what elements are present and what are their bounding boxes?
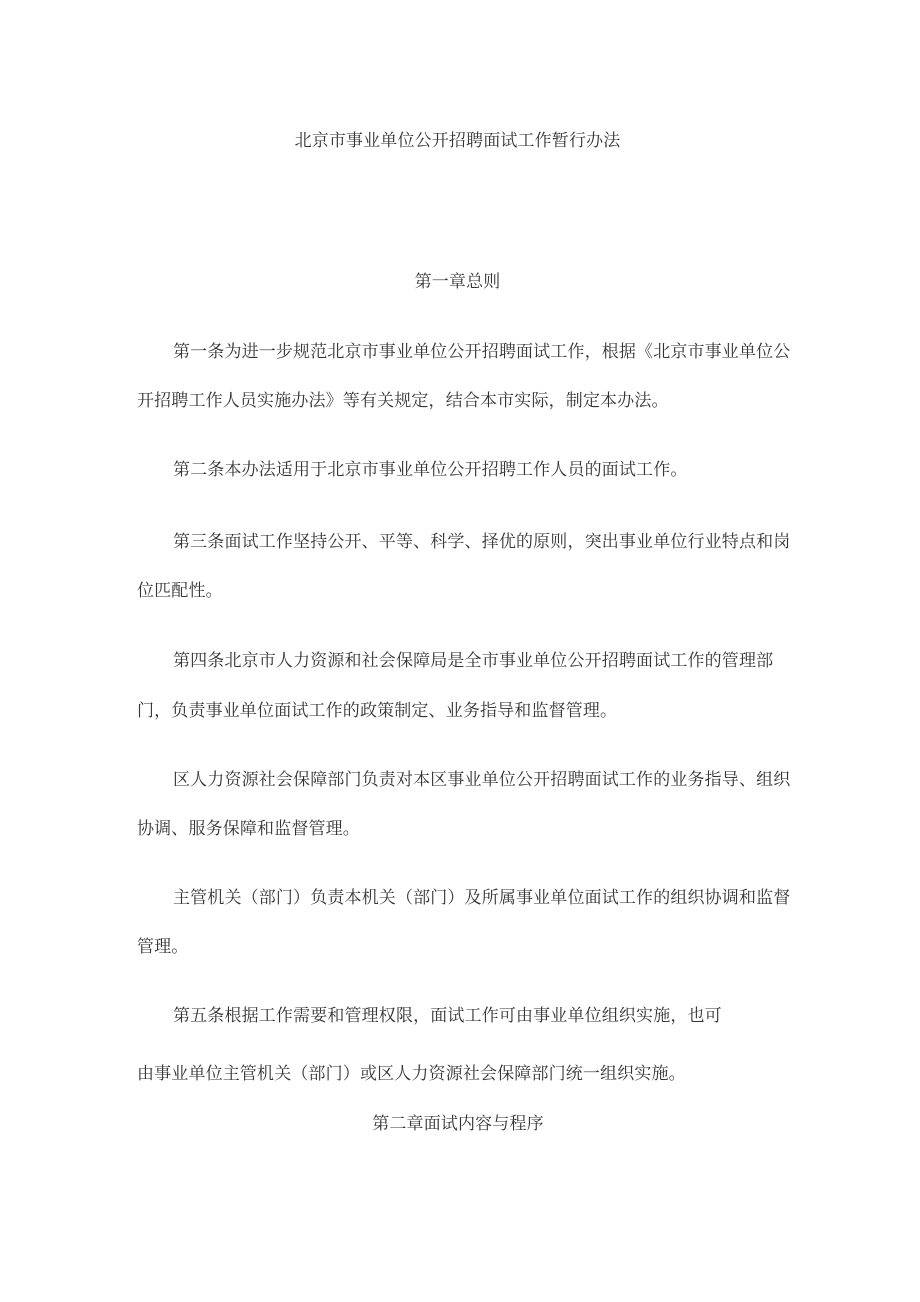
paragraph-line: 开招聘工作人员实施办法》等有关规定，结合本市实际，制定本办法。	[137, 391, 669, 411]
paragraph-line: 由事业单位主管机关（部门）或区人力资源社会保障部门统一组织实施。	[137, 1064, 686, 1084]
paragraph-line: 管理。	[137, 937, 189, 957]
chapter-heading: 第二章面试内容与程序	[372, 1114, 544, 1134]
paragraph-line: 第五条根据工作需要和管理权限，面试工作可由事业单位组织实施，也可	[173, 1006, 722, 1026]
paragraph-line: 协调、服务保障和监督管理。	[137, 819, 360, 839]
paragraph-line: 主管机关（部门）负责本机关（部门）及所属事业单位面试工作的组织协调和监督	[173, 888, 791, 908]
paragraph-line: 位匹配性。	[137, 581, 223, 601]
paragraph-line: 第四条北京市人力资源和社会保障局是全市事业单位公开招聘面试工作的管理部	[173, 651, 774, 671]
paragraph-line: 第一条为进一步规范北京市事业单位公开招聘面试工作，根据《北京市事业单位公	[173, 342, 791, 362]
paragraph-line: 区人力资源社会保障部门负责对本区事业单位公开招聘面试工作的业务指导、组织	[173, 770, 791, 790]
paragraph-line: 第三条面试工作坚持公开、平等、科学、择优的原则，突出事业单位行业特点和岗	[173, 532, 791, 552]
document-title: 北京市事业单位公开招聘面试工作暂行办法	[294, 131, 621, 151]
chapter-heading: 第一章总则	[414, 272, 501, 292]
paragraph-line: 门，负责事业单位面试工作的政策制定、业务指导和监督管理。	[137, 701, 618, 721]
paragraph-line: 第二条本办法适用于北京市事业单位公开招聘工作人员的面试工作。	[173, 460, 688, 480]
